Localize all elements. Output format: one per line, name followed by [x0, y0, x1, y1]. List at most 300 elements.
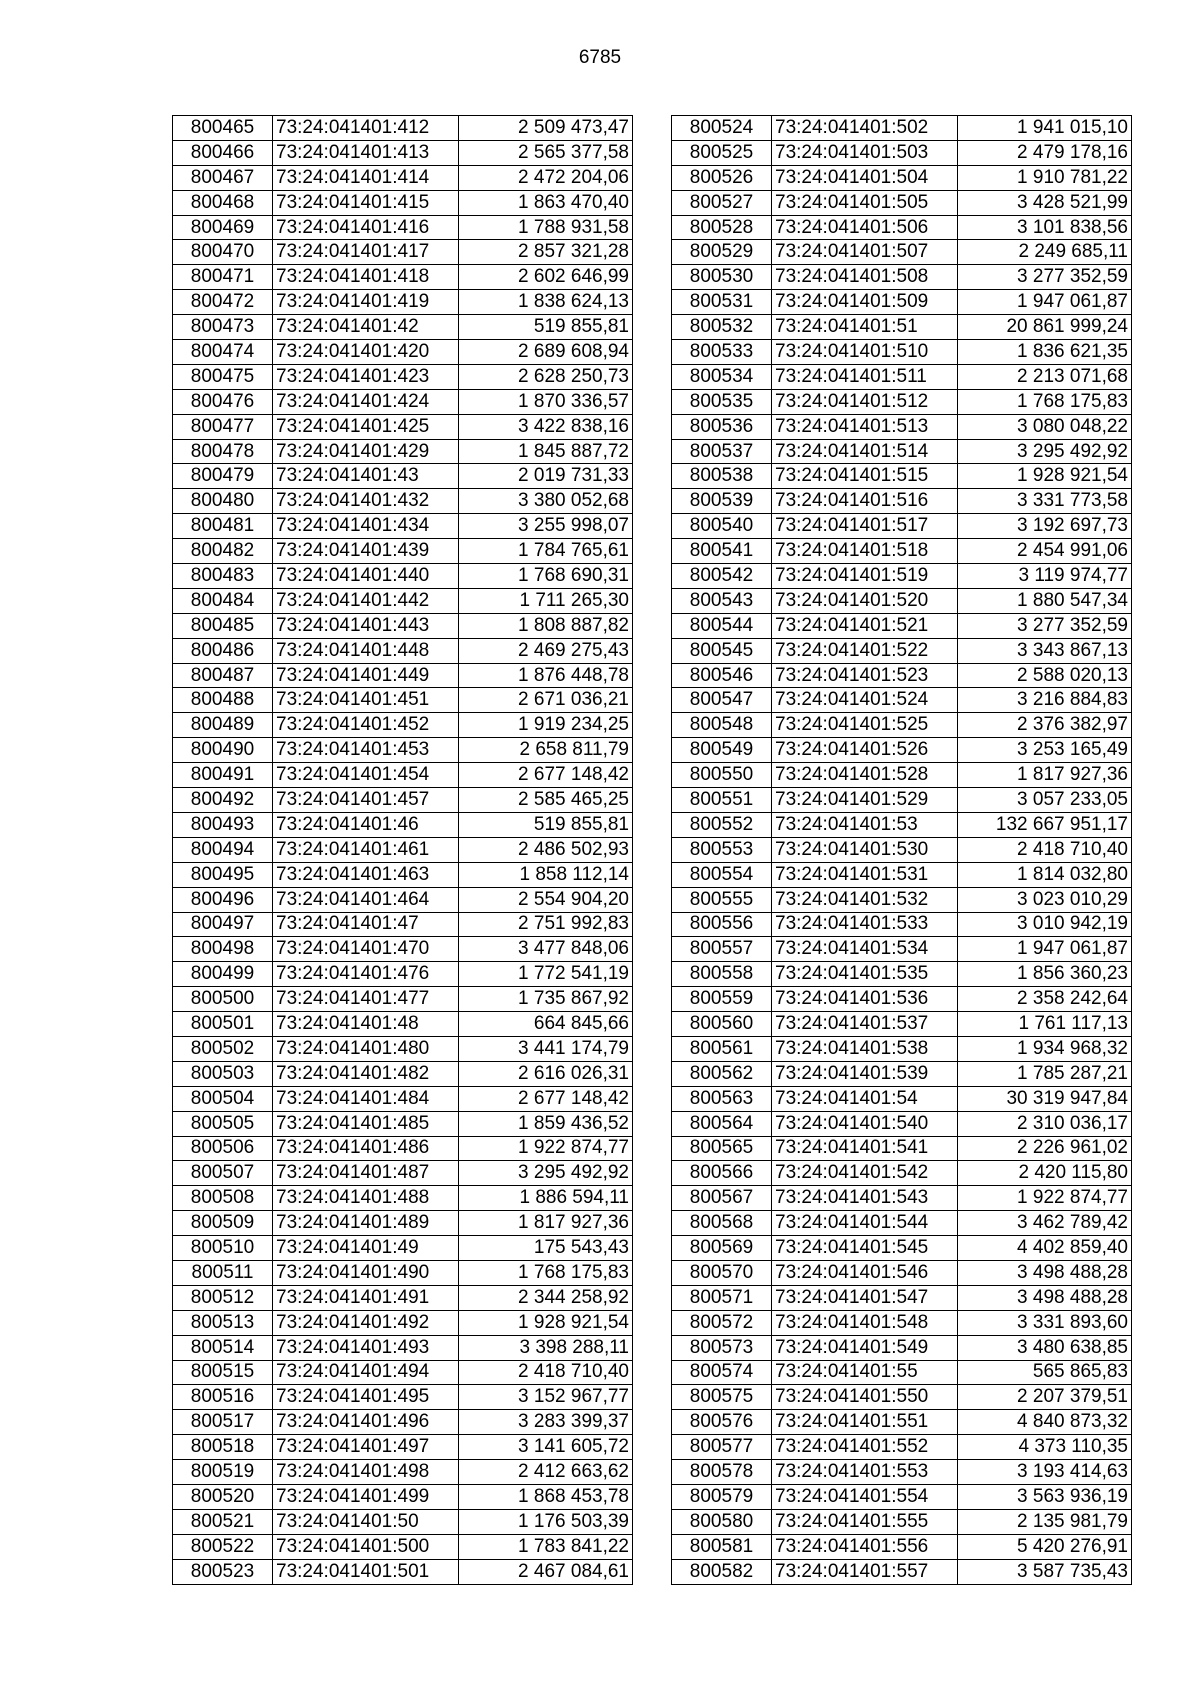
cadastral-number-cell: 73:24:041401:537 — [772, 1012, 958, 1037]
record-id-cell: 800512 — [173, 1285, 273, 1310]
record-id-cell: 800580 — [672, 1509, 772, 1534]
record-id-cell: 800537 — [672, 439, 772, 464]
cadastral-number-cell: 73:24:041401:529 — [772, 788, 958, 813]
cadastral-number-cell: 73:24:041401:489 — [273, 1211, 459, 1236]
table-row — [672, 987, 1132, 1012]
record-id-cell: 800501 — [173, 1012, 273, 1037]
record-id-cell: 800575 — [672, 1385, 772, 1410]
value-cell: 20 861 999,24 — [958, 315, 1132, 340]
cadastral-number-cell: 73:24:041401:547 — [772, 1285, 958, 1310]
value-cell: 1 910 781,22 — [958, 165, 1132, 190]
value-cell: 1 788 931,58 — [459, 215, 633, 240]
value-cell: 1 735 867,92 — [459, 987, 633, 1012]
value-cell: 3 152 967,77 — [459, 1385, 633, 1410]
table-row — [672, 1385, 1132, 1410]
cadastral-number-cell: 73:24:041401:520 — [772, 588, 958, 613]
cadastral-number-cell: 73:24:041401:556 — [772, 1534, 958, 1559]
record-id-cell: 800489 — [173, 713, 273, 738]
value-cell: 3 498 488,28 — [958, 1260, 1132, 1285]
table-row — [173, 788, 633, 813]
cadastral-number-cell: 73:24:041401:482 — [273, 1061, 459, 1086]
cadastral-number-cell: 73:24:041401:493 — [273, 1335, 459, 1360]
table-row — [672, 1335, 1132, 1360]
record-id-cell: 800520 — [173, 1484, 273, 1509]
table-row — [173, 1559, 633, 1584]
record-id-cell: 800485 — [173, 613, 273, 638]
cadastral-number-cell: 73:24:041401:491 — [273, 1285, 459, 1310]
cadastral-number-cell: 73:24:041401:424 — [273, 389, 459, 414]
record-id-cell: 800555 — [672, 887, 772, 912]
value-cell: 3 057 233,05 — [958, 788, 1132, 813]
value-cell: 2 454 991,06 — [958, 539, 1132, 564]
table-row — [173, 1435, 633, 1460]
record-id-cell: 800549 — [672, 738, 772, 763]
table-row — [173, 1385, 633, 1410]
table-row — [173, 738, 633, 763]
cadastral-number-cell: 73:24:041401:524 — [772, 688, 958, 713]
value-cell: 3 441 174,79 — [459, 1036, 633, 1061]
cadastral-number-cell: 73:24:041401:476 — [273, 962, 459, 987]
cadastral-number-cell: 73:24:041401:413 — [273, 140, 459, 165]
value-cell: 2 376 382,97 — [958, 713, 1132, 738]
record-id-cell: 800578 — [672, 1460, 772, 1485]
cadastral-number-cell: 73:24:041401:528 — [772, 763, 958, 788]
table-row — [173, 514, 633, 539]
record-id-cell: 800532 — [672, 315, 772, 340]
value-cell: 3 480 638,85 — [958, 1335, 1132, 1360]
record-id-cell: 800553 — [672, 837, 772, 862]
cadastral-number-cell: 73:24:041401:515 — [772, 464, 958, 489]
value-cell: 519 855,81 — [459, 315, 633, 340]
record-id-cell: 800505 — [173, 1111, 273, 1136]
table-row — [173, 439, 633, 464]
record-id-cell: 800472 — [173, 290, 273, 315]
value-cell: 1 880 547,34 — [958, 588, 1132, 613]
table-body-left — [173, 116, 633, 1585]
record-id-cell: 800579 — [672, 1484, 772, 1509]
cadastral-number-cell: 73:24:041401:505 — [772, 190, 958, 215]
cadastral-number-cell: 73:24:041401:496 — [273, 1410, 459, 1435]
cadastral-number-cell: 73:24:041401:550 — [772, 1385, 958, 1410]
table-row — [672, 514, 1132, 539]
table-row — [672, 240, 1132, 265]
record-id-cell: 800566 — [672, 1161, 772, 1186]
value-cell: 3 498 488,28 — [958, 1285, 1132, 1310]
table-row — [672, 1161, 1132, 1186]
cadastral-number-cell: 73:24:041401:490 — [273, 1260, 459, 1285]
table-row — [173, 837, 633, 862]
record-id-cell: 800467 — [173, 165, 273, 190]
cadastral-number-cell: 73:24:041401:511 — [772, 364, 958, 389]
cadastral-number-cell: 73:24:041401:500 — [273, 1534, 459, 1559]
cadastral-number-cell: 73:24:041401:526 — [772, 738, 958, 763]
cadastral-number-cell: 73:24:041401:504 — [772, 165, 958, 190]
value-cell: 4 840 873,32 — [958, 1410, 1132, 1435]
record-id-cell: 800557 — [672, 937, 772, 962]
value-cell: 2 469 275,43 — [459, 638, 633, 663]
value-cell: 30 319 947,84 — [958, 1086, 1132, 1111]
cadastral-number-cell: 73:24:041401:497 — [273, 1435, 459, 1460]
record-id-cell: 800554 — [672, 862, 772, 887]
value-cell: 1 856 360,23 — [958, 962, 1132, 987]
cadastral-number-cell: 73:24:041401:522 — [772, 638, 958, 663]
cadastral-number-cell: 73:24:041401:530 — [772, 837, 958, 862]
record-id-cell: 800552 — [672, 812, 772, 837]
value-cell: 2 412 663,62 — [459, 1460, 633, 1485]
cadastral-number-cell: 73:24:041401:470 — [273, 937, 459, 962]
cadastral-number-cell: 73:24:041401:554 — [772, 1484, 958, 1509]
value-cell: 3 277 352,59 — [958, 265, 1132, 290]
value-cell: 2 588 020,13 — [958, 663, 1132, 688]
record-id-cell: 800534 — [672, 364, 772, 389]
table-row — [672, 1036, 1132, 1061]
table-row — [173, 1136, 633, 1161]
value-cell: 1 772 541,19 — [459, 962, 633, 987]
record-id-cell: 800571 — [672, 1285, 772, 1310]
value-cell: 3 101 838,56 — [958, 215, 1132, 240]
value-cell: 2 213 071,68 — [958, 364, 1132, 389]
value-cell: 1 784 765,61 — [459, 539, 633, 564]
table-row — [173, 1310, 633, 1335]
value-cell: 3 277 352,59 — [958, 613, 1132, 638]
table-row — [672, 1111, 1132, 1136]
record-id-cell: 800547 — [672, 688, 772, 713]
table-row — [173, 1012, 633, 1037]
table-row — [672, 140, 1132, 165]
data-table-left — [172, 115, 633, 1585]
record-id-cell: 800475 — [173, 364, 273, 389]
table-row — [173, 862, 633, 887]
cadastral-number-cell: 73:24:041401:485 — [273, 1111, 459, 1136]
table-row — [672, 588, 1132, 613]
cadastral-number-cell: 73:24:041401:506 — [772, 215, 958, 240]
record-id-cell: 800482 — [173, 539, 273, 564]
value-cell: 3 023 010,29 — [958, 887, 1132, 912]
cadastral-number-cell: 73:24:041401:503 — [772, 140, 958, 165]
record-id-cell: 800498 — [173, 937, 273, 962]
record-id-cell: 800486 — [173, 638, 273, 663]
value-cell: 5 420 276,91 — [958, 1534, 1132, 1559]
cadastral-number-cell: 73:24:041401:43 — [273, 464, 459, 489]
cadastral-number-cell: 73:24:041401:425 — [273, 414, 459, 439]
value-cell: 3 331 773,58 — [958, 489, 1132, 514]
cadastral-number-cell: 73:24:041401:415 — [273, 190, 459, 215]
record-id-cell: 800564 — [672, 1111, 772, 1136]
cadastral-number-cell: 73:24:041401:440 — [273, 564, 459, 589]
value-cell: 2 420 115,80 — [958, 1161, 1132, 1186]
record-id-cell: 800473 — [173, 315, 273, 340]
value-cell: 1 814 032,80 — [958, 862, 1132, 887]
value-cell: 3 193 414,63 — [958, 1460, 1132, 1485]
record-id-cell: 800530 — [672, 265, 772, 290]
table-row — [672, 1460, 1132, 1485]
cadastral-number-cell: 73:24:041401:49 — [273, 1236, 459, 1261]
cadastral-number-cell: 73:24:041401:419 — [273, 290, 459, 315]
value-cell: 1 922 874,77 — [958, 1186, 1132, 1211]
cadastral-number-cell: 73:24:041401:442 — [273, 588, 459, 613]
value-cell: 2 344 258,92 — [459, 1285, 633, 1310]
cadastral-number-cell: 73:24:041401:454 — [273, 763, 459, 788]
record-id-cell: 800533 — [672, 340, 772, 365]
cadastral-number-cell: 73:24:041401:502 — [772, 116, 958, 141]
table-row — [173, 1036, 633, 1061]
cadastral-number-cell: 73:24:041401:535 — [772, 962, 958, 987]
value-cell: 2 628 250,73 — [459, 364, 633, 389]
record-id-cell: 800508 — [173, 1186, 273, 1211]
table-row — [173, 1236, 633, 1261]
record-id-cell: 800484 — [173, 588, 273, 613]
table-row — [173, 315, 633, 340]
value-cell: 1 928 921,54 — [459, 1310, 633, 1335]
cadastral-number-cell: 73:24:041401:439 — [273, 539, 459, 564]
record-id-cell: 800569 — [672, 1236, 772, 1261]
cadastral-number-cell: 73:24:041401:451 — [273, 688, 459, 713]
table-row — [173, 389, 633, 414]
page-number: 6785 — [578, 47, 622, 68]
cadastral-number-cell: 73:24:041401:48 — [273, 1012, 459, 1037]
table-row — [672, 389, 1132, 414]
table-row — [173, 414, 633, 439]
table-row — [672, 1136, 1132, 1161]
record-id-cell: 800522 — [173, 1534, 273, 1559]
record-id-cell: 800562 — [672, 1061, 772, 1086]
record-id-cell: 800500 — [173, 987, 273, 1012]
value-cell: 1 768 690,31 — [459, 564, 633, 589]
value-cell: 1 768 175,83 — [958, 389, 1132, 414]
table-row — [173, 1534, 633, 1559]
table-row — [672, 1435, 1132, 1460]
cadastral-number-cell: 73:24:041401:463 — [273, 862, 459, 887]
cadastral-number-cell: 73:24:041401:518 — [772, 539, 958, 564]
value-cell: 2 418 710,40 — [459, 1360, 633, 1385]
cadastral-number-cell: 73:24:041401:53 — [772, 812, 958, 837]
value-cell: 3 192 697,73 — [958, 514, 1132, 539]
table-row — [672, 812, 1132, 837]
table-row — [672, 564, 1132, 589]
value-cell: 2 226 961,02 — [958, 1136, 1132, 1161]
table-row — [672, 962, 1132, 987]
record-id-cell: 800548 — [672, 713, 772, 738]
table-row — [672, 165, 1132, 190]
cadastral-number-cell: 73:24:041401:510 — [772, 340, 958, 365]
table-row — [173, 937, 633, 962]
cadastral-number-cell: 73:24:041401:448 — [273, 638, 459, 663]
record-id-cell: 800480 — [173, 489, 273, 514]
record-id-cell: 800541 — [672, 539, 772, 564]
cadastral-number-cell: 73:24:041401:495 — [273, 1385, 459, 1410]
table-row — [672, 1260, 1132, 1285]
value-cell: 1 868 453,78 — [459, 1484, 633, 1509]
table-row — [672, 1236, 1132, 1261]
table-row — [672, 688, 1132, 713]
value-cell: 3 010 942,19 — [958, 912, 1132, 937]
table-row — [672, 912, 1132, 937]
table-row — [672, 663, 1132, 688]
cadastral-number-cell: 73:24:041401:420 — [273, 340, 459, 365]
table-row — [672, 1534, 1132, 1559]
value-cell: 2 486 502,93 — [459, 837, 633, 862]
cadastral-number-cell: 73:24:041401:494 — [273, 1360, 459, 1385]
table-row — [173, 887, 633, 912]
record-id-cell: 800581 — [672, 1534, 772, 1559]
record-id-cell: 800471 — [173, 265, 273, 290]
value-cell: 1 817 927,36 — [958, 763, 1132, 788]
table-row — [173, 165, 633, 190]
value-cell: 4 402 859,40 — [958, 1236, 1132, 1261]
cadastral-number-cell: 73:24:041401:477 — [273, 987, 459, 1012]
value-cell: 3 477 848,06 — [459, 937, 633, 962]
cadastral-number-cell: 73:24:041401:42 — [273, 315, 459, 340]
value-cell: 1 941 015,10 — [958, 116, 1132, 141]
record-id-cell: 800497 — [173, 912, 273, 937]
record-id-cell: 800567 — [672, 1186, 772, 1211]
table-row — [173, 1111, 633, 1136]
cadastral-number-cell: 73:24:041401:412 — [273, 116, 459, 141]
table-row — [173, 265, 633, 290]
cadastral-number-cell: 73:24:041401:543 — [772, 1186, 958, 1211]
value-cell: 2 677 148,42 — [459, 763, 633, 788]
record-id-cell: 800542 — [672, 564, 772, 589]
record-id-cell: 800561 — [672, 1036, 772, 1061]
cadastral-number-cell: 73:24:041401:546 — [772, 1260, 958, 1285]
record-id-cell: 800528 — [672, 215, 772, 240]
record-id-cell: 800573 — [672, 1335, 772, 1360]
cadastral-number-cell: 73:24:041401:548 — [772, 1310, 958, 1335]
cadastral-number-cell: 73:24:041401:423 — [273, 364, 459, 389]
record-id-cell: 800502 — [173, 1036, 273, 1061]
cadastral-number-cell: 73:24:041401:557 — [772, 1559, 958, 1584]
value-cell: 1 876 448,78 — [459, 663, 633, 688]
table-body-right — [672, 116, 1132, 1585]
record-id-cell: 800479 — [173, 464, 273, 489]
table-row — [672, 190, 1132, 215]
record-id-cell: 800470 — [173, 240, 273, 265]
table-row — [173, 215, 633, 240]
record-id-cell: 800507 — [173, 1161, 273, 1186]
cadastral-number-cell: 73:24:041401:536 — [772, 987, 958, 1012]
cadastral-number-cell: 73:24:041401:457 — [273, 788, 459, 813]
value-cell: 1 817 927,36 — [459, 1211, 633, 1236]
table-row — [173, 1161, 633, 1186]
value-cell: 2 554 904,20 — [459, 887, 633, 912]
value-cell: 1 859 436,52 — [459, 1111, 633, 1136]
record-id-cell: 800535 — [672, 389, 772, 414]
record-id-cell: 800509 — [173, 1211, 273, 1236]
table-row — [173, 240, 633, 265]
value-cell: 2 585 465,25 — [459, 788, 633, 813]
table-row — [173, 1186, 633, 1211]
value-cell: 2 358 242,64 — [958, 987, 1132, 1012]
value-cell: 3 141 605,72 — [459, 1435, 633, 1460]
table-row — [173, 464, 633, 489]
table-row — [173, 290, 633, 315]
table-row — [672, 414, 1132, 439]
record-id-cell: 800499 — [173, 962, 273, 987]
table-row — [173, 340, 633, 365]
value-cell: 2 509 473,47 — [459, 116, 633, 141]
cadastral-number-cell: 73:24:041401:499 — [273, 1484, 459, 1509]
value-cell: 1 863 470,40 — [459, 190, 633, 215]
table-row — [173, 663, 633, 688]
record-id-cell: 800550 — [672, 763, 772, 788]
table-row — [672, 763, 1132, 788]
cadastral-number-cell: 73:24:041401:539 — [772, 1061, 958, 1086]
table-row — [173, 564, 633, 589]
table-row — [173, 539, 633, 564]
value-cell: 2 602 646,99 — [459, 265, 633, 290]
value-cell: 2 467 084,61 — [459, 1559, 633, 1584]
value-cell: 1 919 234,25 — [459, 713, 633, 738]
cadastral-number-cell: 73:24:041401:517 — [772, 514, 958, 539]
value-cell: 2 677 148,42 — [459, 1086, 633, 1111]
cadastral-number-cell: 73:24:041401:533 — [772, 912, 958, 937]
cadastral-number-cell: 73:24:041401:488 — [273, 1186, 459, 1211]
value-cell: 3 428 521,99 — [958, 190, 1132, 215]
record-id-cell: 800577 — [672, 1435, 772, 1460]
record-id-cell: 800510 — [173, 1236, 273, 1261]
table-row — [672, 290, 1132, 315]
value-cell: 2 310 036,17 — [958, 1111, 1132, 1136]
record-id-cell: 800513 — [173, 1310, 273, 1335]
table-row — [672, 439, 1132, 464]
cadastral-number-cell: 73:24:041401:461 — [273, 837, 459, 862]
record-id-cell: 800483 — [173, 564, 273, 589]
cadastral-number-cell: 73:24:041401:480 — [273, 1036, 459, 1061]
value-cell: 1 922 874,77 — [459, 1136, 633, 1161]
cadastral-number-cell: 73:24:041401:487 — [273, 1161, 459, 1186]
table-row — [672, 1484, 1132, 1509]
cadastral-number-cell: 73:24:041401:545 — [772, 1236, 958, 1261]
cadastral-number-cell: 73:24:041401:538 — [772, 1036, 958, 1061]
table-row — [672, 539, 1132, 564]
table-row — [173, 1086, 633, 1111]
value-cell: 2 616 026,31 — [459, 1061, 633, 1086]
table-row — [173, 1285, 633, 1310]
value-cell: 1 711 265,30 — [459, 588, 633, 613]
cadastral-number-cell: 73:24:041401:544 — [772, 1211, 958, 1236]
record-id-cell: 800563 — [672, 1086, 772, 1111]
cadastral-number-cell: 73:24:041401:47 — [273, 912, 459, 937]
cadastral-number-cell: 73:24:041401:523 — [772, 663, 958, 688]
value-cell: 1 947 061,87 — [958, 937, 1132, 962]
table-row — [173, 588, 633, 613]
value-cell: 3 398 288,11 — [459, 1335, 633, 1360]
table-row — [672, 1086, 1132, 1111]
record-id-cell: 800544 — [672, 613, 772, 638]
cadastral-number-cell: 73:24:041401:498 — [273, 1460, 459, 1485]
value-cell: 1 858 112,14 — [459, 862, 633, 887]
record-id-cell: 800570 — [672, 1260, 772, 1285]
table-row — [173, 1260, 633, 1285]
value-cell: 1 783 841,22 — [459, 1534, 633, 1559]
value-cell: 3 563 936,19 — [958, 1484, 1132, 1509]
cadastral-number-cell: 73:24:041401:542 — [772, 1161, 958, 1186]
record-id-cell: 800574 — [672, 1360, 772, 1385]
record-id-cell: 800560 — [672, 1012, 772, 1037]
table-row — [672, 364, 1132, 389]
record-id-cell: 800517 — [173, 1410, 273, 1435]
record-id-cell: 800521 — [173, 1509, 273, 1534]
record-id-cell: 800531 — [672, 290, 772, 315]
record-id-cell: 800556 — [672, 912, 772, 937]
table-row — [173, 987, 633, 1012]
record-id-cell: 800576 — [672, 1410, 772, 1435]
record-id-cell: 800568 — [672, 1211, 772, 1236]
table-row — [672, 613, 1132, 638]
cadastral-number-cell: 73:24:041401:418 — [273, 265, 459, 290]
table-row — [173, 489, 633, 514]
record-id-cell: 800539 — [672, 489, 772, 514]
